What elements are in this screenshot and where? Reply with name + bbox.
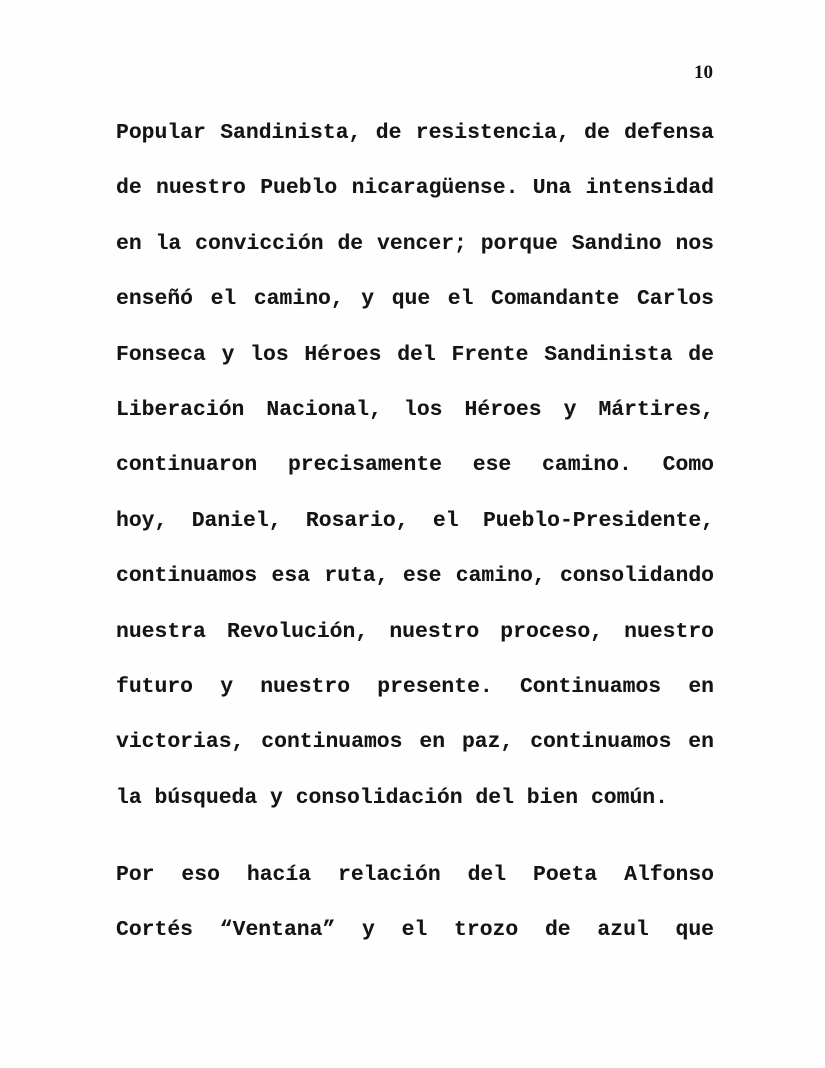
text-line: en la convicción de vencer; porque Sandino nos (116, 231, 714, 256)
paragraph-2 (116, 862, 714, 973)
text-line: nuestra Revolución, nuestro proceso, nuestro (116, 619, 714, 644)
text-line: Fonseca y los Héroes del Frente Sandinista de (116, 342, 714, 367)
text-line: victorias, continuamos en paz, continuamos en (116, 730, 714, 755)
text-line: continuaron precisamente ese camino. Como (116, 453, 714, 478)
text-line: Popular Sandinista, de resistencia, de defensa (116, 121, 714, 145)
body-text (116, 120, 714, 973)
text-line: la búsqueda y consolidación del bien común. (116, 785, 668, 810)
text-line: de nuestro Pueblo nicaragüense. Una intensidad (116, 176, 714, 201)
text-line: hoy, Daniel, Rosario, el Pueblo-Presidente, (116, 508, 714, 533)
text-line: Por eso hacía relación del Poeta Alfonso (116, 863, 714, 888)
text-line: continuamos esa ruta, ese camino, consolidando (116, 564, 714, 589)
text-line: Liberación Nacional, los Héroes y Mártires, (116, 397, 714, 422)
text-line: Cortés “Ventana” y el trozo de azul que (116, 918, 714, 943)
text-line: enseñó el camino, y que el Comandante Carlos (116, 287, 714, 312)
text-line: futuro y nuestro presente. Continuamos en (116, 674, 714, 699)
page-number: 10 (694, 62, 713, 83)
paragraph-1 (116, 120, 714, 840)
